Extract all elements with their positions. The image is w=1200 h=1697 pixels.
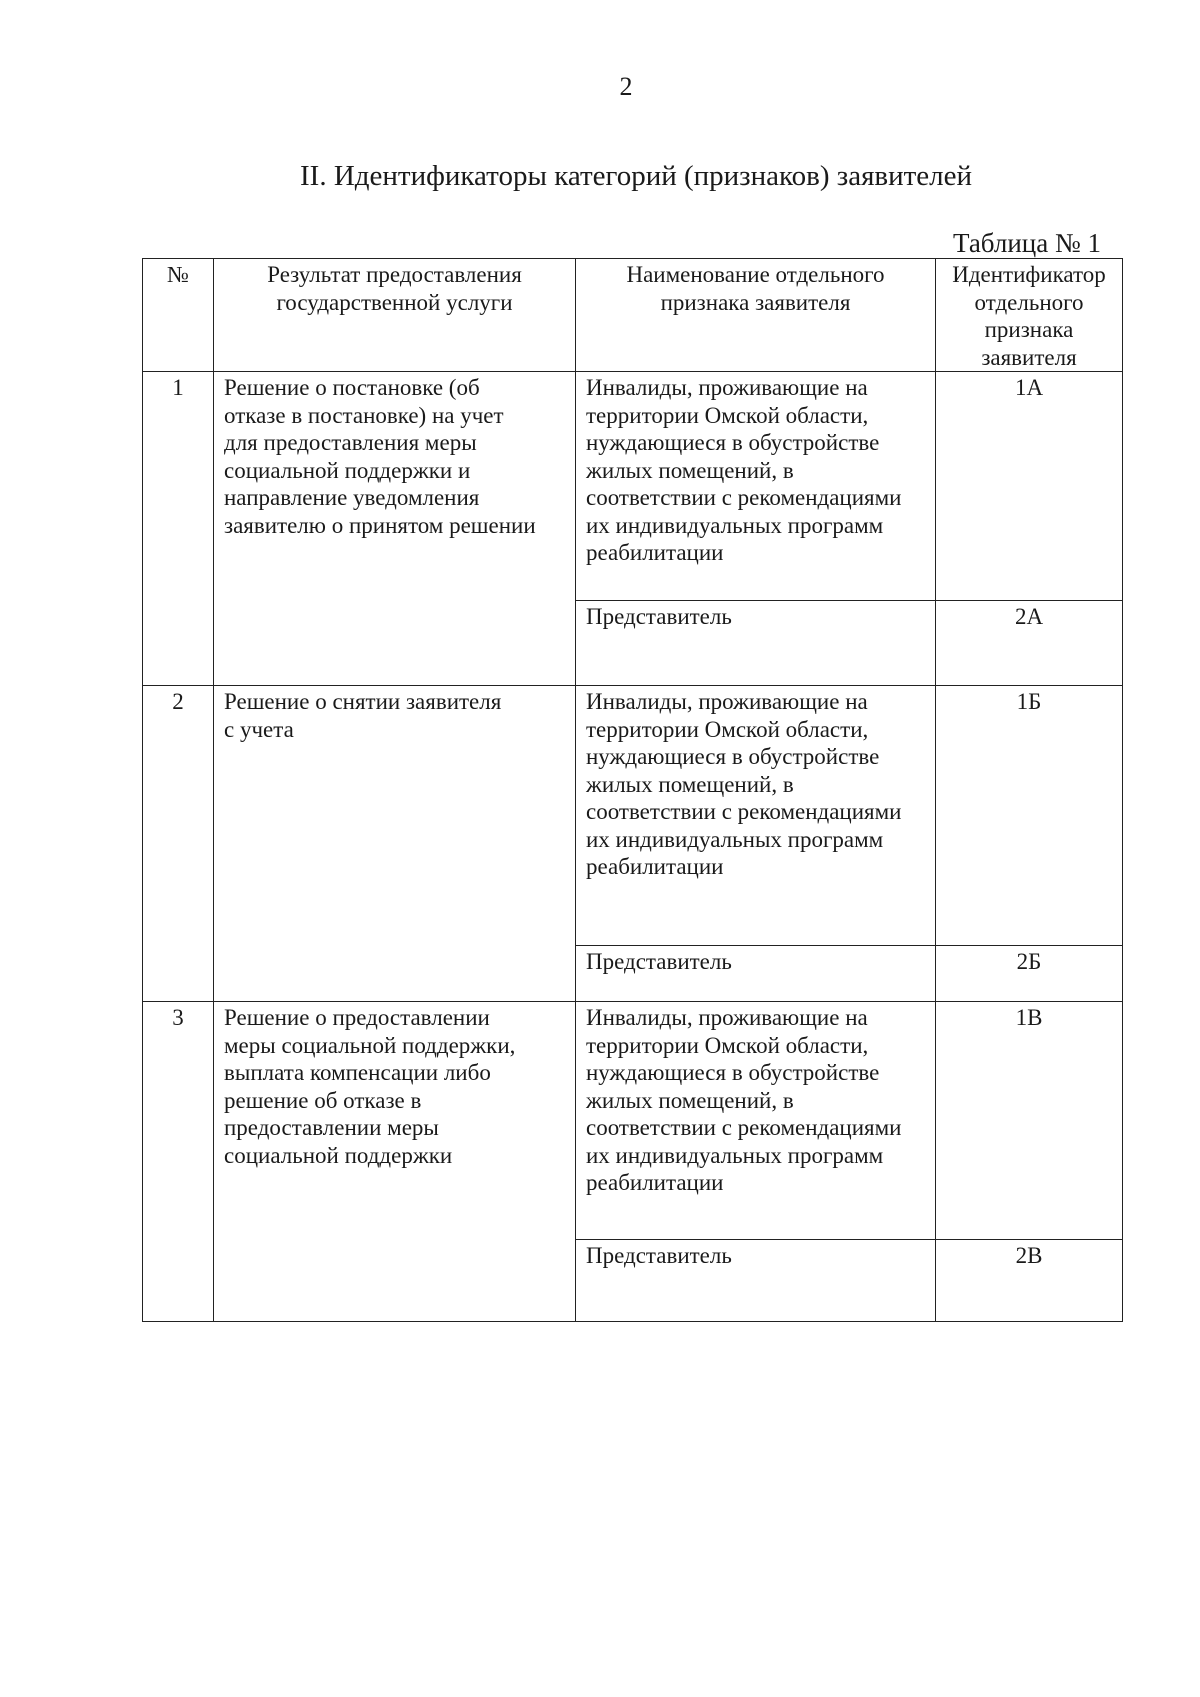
feature-identifier: 1Б — [936, 686, 1123, 946]
feature-name: Представитель — [576, 946, 936, 1002]
feature-identifier: 2В — [936, 1240, 1123, 1322]
row-result: Решение о предоставлении меры социальной поддержки, выплата компенсации либо решение об отказе в предоставлении меры социальной поддержки — [214, 1002, 576, 1322]
feature-name: Представитель — [576, 1240, 936, 1322]
row-number: 2 — [143, 686, 214, 1002]
header-result: Результат предоставления государственной услуги — [214, 259, 576, 372]
feature-name: Инвалиды, проживающие на территории Омской области, нуждающиеся в обустройстве жилых помещений, в соответствии с рекомендациями их индивидуальных программ реабилитации — [576, 372, 936, 601]
table-row — [143, 372, 1123, 601]
row-result: Решение о постановке (об отказе в постановке) на учет для предоставления меры социальной поддержки и направление уведомления заявителю о принятом решении — [214, 372, 576, 686]
row-number: 3 — [143, 1002, 214, 1322]
table-caption: Таблица № 1 — [953, 228, 1101, 258]
feature-name: Представитель — [576, 601, 936, 686]
header-num: № — [143, 259, 214, 372]
table-header-row — [143, 259, 1123, 372]
table-row — [143, 1002, 1123, 1240]
feature-identifier: 2А — [936, 601, 1123, 686]
section-title: II. Идентификаторы категорий (признаков) заявителей — [300, 160, 973, 192]
header-identifier: Идентификатор отдельного признака заявителя — [936, 259, 1123, 372]
identifiers-table — [142, 258, 1123, 1322]
table-row — [143, 686, 1123, 946]
row-number: 1 — [143, 372, 214, 686]
row-result: Решение о снятии заявителя с учета — [214, 686, 576, 1002]
header-feature: Наименование отдельного признака заявителя — [576, 259, 936, 372]
feature-identifier: 2Б — [936, 946, 1123, 1002]
feature-name: Инвалиды, проживающие на территории Омской области, нуждающиеся в обустройстве жилых помещений, в соответствии с рекомендациями их индивидуальных программ реабилитации — [576, 1002, 936, 1240]
page-number: 2 — [619, 72, 633, 101]
feature-identifier: 1В — [936, 1002, 1123, 1240]
feature-name: Инвалиды, проживающие на территории Омской области, нуждающиеся в обустройстве жилых помещений, в соответствии с рекомендациями их индивидуальных программ реабилитации — [576, 686, 936, 946]
feature-identifier: 1А — [936, 372, 1123, 601]
